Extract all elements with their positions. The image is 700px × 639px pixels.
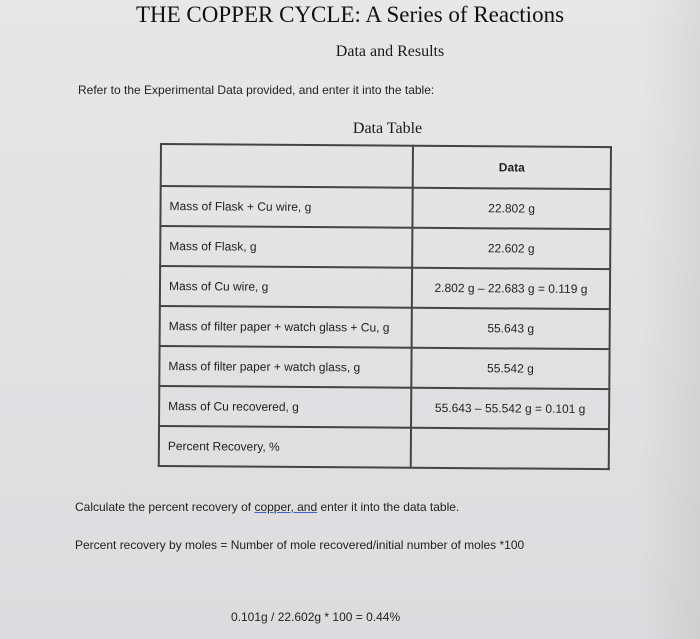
formula-text: Percent recovery by moles = Number of mole recovered/initial number of moles *100 (75, 538, 525, 552)
header-empty-cell (161, 144, 413, 188)
calc-suffix: enter it into the data table. (317, 500, 460, 514)
table-header-row (161, 144, 611, 189)
row-label: Mass of filter paper + watch glass + Cu, g (160, 306, 412, 348)
calc-underlined: copper, and (254, 500, 318, 514)
table-row (160, 266, 610, 309)
table-caption: Data Table (352, 120, 423, 137)
table-row (160, 226, 610, 269)
calculation-instruction (75, 500, 459, 514)
data-table (158, 143, 612, 470)
section-title: Data and Results (335, 43, 445, 60)
table-row (159, 346, 609, 389)
table-row (160, 186, 610, 229)
row-label: Mass of filter paper + watch glass, g (159, 346, 411, 388)
table-row (159, 386, 609, 429)
page-shadow (640, 0, 700, 639)
answer-text: 0.101g / 22.602g * 100 = 0.44% (231, 610, 401, 624)
row-label: Mass of Flask + Cu wire, g (160, 186, 412, 228)
row-label: Mass of Cu recovered, g (159, 386, 411, 428)
page-title: THE COPPER CYCLE: A Series of Reactions (135, 2, 565, 27)
table-row (159, 426, 609, 469)
table-row (160, 306, 610, 349)
row-label: Mass of Flask, g (160, 226, 412, 268)
column-header-data: Data (413, 146, 611, 189)
row-label: Mass of Cu wire, g (160, 266, 412, 308)
row-label: Percent Recovery, % (159, 426, 411, 468)
row-value: 22.602 g (412, 228, 610, 269)
row-value: 55.643 – 55.542 g = 0.101 g (411, 388, 609, 429)
instruction-text: Refer to the Experimental Data provided, and enter it into the table: (78, 83, 435, 97)
row-value: 2.802 g – 22.683 g = 0.119 g (412, 268, 610, 309)
row-value: 22.802 g (412, 188, 610, 229)
row-value: 55.643 g (412, 308, 610, 349)
row-value: 55.542 g (411, 348, 609, 389)
percent-recovery-value (411, 428, 609, 469)
calc-prefix: Calculate the percent recovery of (75, 500, 255, 514)
